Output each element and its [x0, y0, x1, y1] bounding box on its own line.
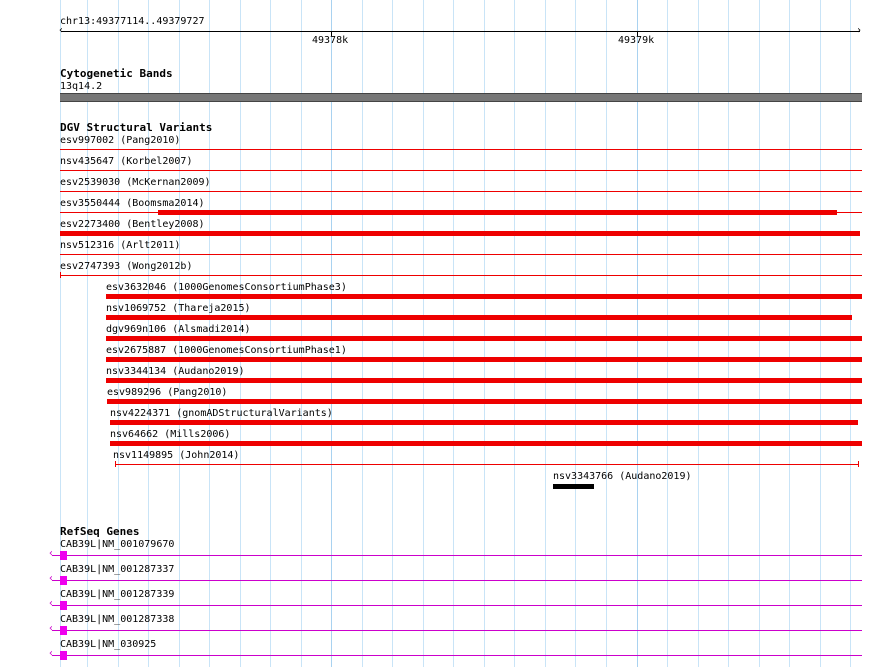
variant-label[interactable]: esv2675887 (1000GenomesConsortiumPhase1) — [106, 345, 347, 356]
variant-label[interactable]: nsv3344134 (Audano2019) — [106, 366, 245, 377]
variant-feature[interactable] — [106, 294, 862, 299]
variant-feature[interactable] — [106, 378, 862, 383]
variant-feature[interactable] — [60, 231, 860, 236]
variant-feature[interactable] — [158, 210, 837, 215]
gene-feature[interactable] — [52, 630, 862, 631]
variant-feature[interactable] — [110, 420, 858, 425]
ruler-location: chr13:49377114..49379727 — [60, 16, 205, 27]
gene-label[interactable]: CAB39L|NM_001287339 — [60, 589, 175, 600]
gene-label[interactable]: CAB39L|NM_001079670 — [60, 539, 175, 550]
gene-label[interactable]: CAB39L|NM_001287338 — [60, 614, 175, 625]
variant-label[interactable]: esv997002 (Pang2010) — [60, 135, 181, 146]
track-title: Cytogenetic Bands — [60, 67, 173, 80]
gene-exon[interactable] — [60, 601, 67, 610]
cytoband-bar[interactable] — [60, 93, 862, 102]
track-title: RefSeq Genes — [60, 525, 140, 538]
variant-label[interactable]: nsv512316 (Arlt2011) — [60, 240, 181, 251]
ruler-label: 49378k — [312, 35, 349, 46]
variant-feature[interactable] — [60, 254, 862, 255]
variant-end-tick — [60, 272, 61, 278]
variant-end-tick — [858, 461, 859, 467]
variant-feature[interactable] — [110, 441, 862, 446]
gene-feature[interactable] — [52, 555, 862, 556]
gene-exon[interactable] — [60, 651, 67, 660]
ruler-left-arrow-icon: ‹ — [58, 25, 65, 36]
track-title: DGV Structural Variants — [60, 121, 213, 134]
variant-feature[interactable] — [106, 357, 862, 362]
variant-label[interactable]: esv989296 (Pang2010) — [107, 387, 228, 398]
variant-label[interactable]: esv2273400 (Bentley2008) — [60, 219, 205, 230]
gene-exon[interactable] — [60, 551, 67, 560]
ruler-label: 49379k — [618, 35, 655, 46]
variant-label[interactable]: nsv1149895 (John2014) — [113, 450, 240, 461]
variant-feature[interactable] — [106, 336, 862, 341]
gene-label[interactable]: CAB39L|NM_001287337 — [60, 564, 175, 575]
variant-label[interactable]: nsv435647 (Korbel2007) — [60, 156, 193, 167]
gene-exon[interactable] — [60, 626, 67, 635]
variant-feature[interactable] — [115, 464, 859, 465]
strand-arrow-icon: ‹ — [48, 573, 55, 584]
strand-arrow-icon: ‹ — [48, 648, 55, 659]
variant-label[interactable]: nsv3343766 (Audano2019) — [553, 471, 692, 482]
variant-label[interactable]: nsv64662 (Mills2006) — [110, 429, 231, 440]
variant-label[interactable]: dgv969n106 (Alsmadi2014) — [106, 324, 251, 335]
ruler-axis — [61, 31, 860, 32]
strand-arrow-icon: ‹ — [48, 623, 55, 634]
variant-label[interactable]: esv2539030 (McKernan2009) — [60, 177, 211, 188]
variant-feature[interactable] — [107, 399, 862, 404]
variant-feature[interactable] — [60, 275, 862, 276]
variant-label[interactable]: esv3550444 (Boomsma2014) — [60, 198, 205, 209]
variant-label[interactable]: nsv1069752 (Thareja2015) — [106, 303, 251, 314]
strand-arrow-icon: ‹ — [48, 598, 55, 609]
gene-label[interactable]: CAB39L|NM_030925 — [60, 639, 157, 650]
variant-feature[interactable] — [60, 149, 862, 150]
variant-label[interactable]: esv3632046 (1000GenomesConsortiumPhase3) — [106, 282, 347, 293]
gene-feature[interactable] — [52, 580, 862, 581]
variant-label[interactable]: nsv4224371 (gnomADStructuralVariants) — [110, 408, 333, 419]
variant-feature[interactable] — [106, 315, 852, 320]
variant-feature[interactable] — [60, 170, 862, 171]
variant-label[interactable]: esv2747393 (Wong2012b) — [60, 261, 193, 272]
ruler-right-arrow-icon: › — [856, 25, 863, 36]
variant-feature[interactable] — [553, 484, 594, 489]
strand-arrow-icon: ‹ — [48, 548, 55, 559]
gene-feature[interactable] — [52, 605, 862, 606]
gene-exon[interactable] — [60, 576, 67, 585]
cytoband-label: 13q14.2 — [60, 81, 103, 92]
variant-feature[interactable] — [60, 191, 862, 192]
variant-end-tick — [115, 461, 116, 467]
gene-feature[interactable] — [52, 655, 862, 656]
